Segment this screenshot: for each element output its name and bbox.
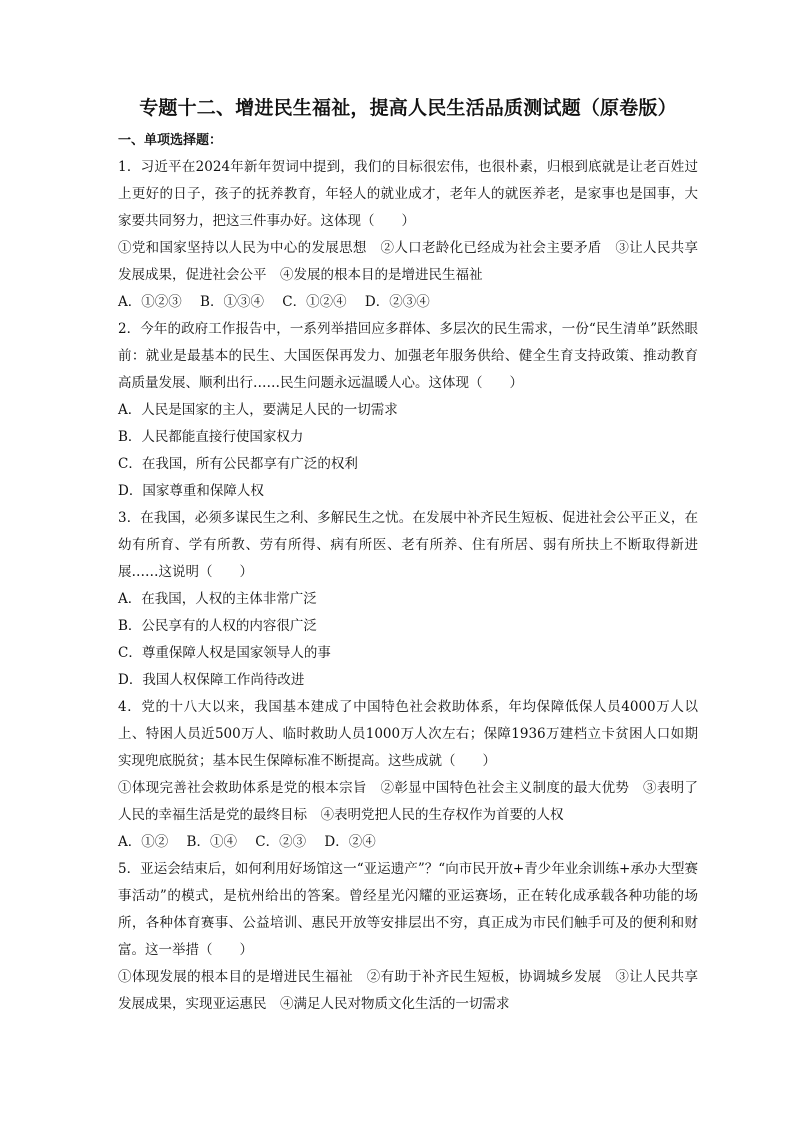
option-d: D．我国人权保障工作尚待改进 [118,672,305,688]
section-heading: 一、单项选择题： [118,133,223,148]
option-b: B．公民享有的人权的内容很广泛 [118,618,317,634]
question-stem: 3．在我国，必须多谋民生之利、多解民生之忧。在发展中补齐民生短板、促进社会公平正义，在幼有所育、学有所教、劳有所得、病有所医、老有所养、住有所居、弱有所扶上不断取得新进展……这说明（ ） [118,510,698,580]
option-b: B．①③④ [200,294,264,310]
option-d: D．②④ [324,834,376,850]
option-c: C．在我国，所有公民都享有广泛的权利 [118,456,358,472]
question-4 [118,694,698,856]
option-a: A．在我国，人权的主体非常广泛 [118,591,317,607]
option-d: D．②③④ [364,294,430,310]
question-3 [118,505,698,694]
option-a: A．①②③ [118,294,182,310]
option-b: B．人民都能直接行使国家权力 [118,429,304,445]
question-statements: ①体现发展的根本目的是增进民生福祉 ②有助于补齐民生短板，协调城乡发展 ③让人民共享发展成果，实现亚运惠民 ④满足人民对物质文化生活的一切需求 [118,969,698,1012]
question-statements: ①体现完善社会救助体系是党的根本宗旨 ②彰显中国特色社会主义制度的最大优势 ③表明了人民的幸福生活是党的最终目标 ④表明党把人民的生存权作为首要的人权 [118,780,698,823]
question-2 [118,316,698,505]
option-c: C．①②④ [282,294,347,310]
option-b: B．①④ [186,834,237,850]
option-row [118,829,698,856]
option-a: A．①② [118,834,169,850]
option-d: D．国家尊重和保障人权 [118,483,264,499]
question-1 [118,154,698,316]
option-c: C．②③ [255,834,307,850]
question-statements: ①党和国家坚持以人民为中心的发展思想 ②人口老龄化已经成为社会主要矛盾 ③让人民共享发展成果，促进社会公平 ④发展的根本目的是增进民生福祉 [118,240,698,283]
page-title: 专题十二、增进民生福祉，提高人民生活品质测试题（原卷版） [139,97,677,119]
question-stem: 5．亚运会结束后，如何利用好场馆这一“亚运遗产”？“向市民开放+青少年业余训练+承办大型赛事活动”的模式，是杭州给出的答案。曾经星光闪耀的亚运赛场，正在转化成承载各种功能的场所，各种体育赛事、公益培训、惠民开放等安排层出不穷，真正成为市民们触手可及的便利和财富。这一举措（ ） [118,861,698,958]
option-c: C．尊重保障人权是国家领导人的事 [118,645,331,661]
question-stem: 2．今年的政府工作报告中，一系列举措回应多群体、多层次的民生需求，一份“民生清单”跃然眼前：就业是最基本的民生、大国医保再发力、加强老年服务供给、健全生育支持政策、推动教育高质量发展、顺利出行……民生问题永远温暖人心。这体现（ ） [118,321,698,391]
option-a: A．人民是国家的主人，要满足人民的一切需求 [118,402,398,418]
question-stem: 4．党的十八大以来，我国基本建成了中国特色社会救助体系，年均保障低保人员4000万人以上、特困人员近500万人、临时救助人员1000万人次左右；保障1936万建档立卡贫困人口如期实现兜底脱贫；基本民生保障标准不断提高。这些成就（ ） [118,699,698,769]
question-5 [118,856,698,1018]
option-row [118,289,698,316]
question-stem: 1．习近平在2024年新年贺词中提到，我们的目标很宏伟，也很朴素，归根到底就是让老百姓过上更好的日子，孩子的抚养教育，年轻人的就业成才，老年人的就医养老，是家事也是国事，大家要共同努力，把这三件事办好。这体现（ ） [118,159,698,229]
